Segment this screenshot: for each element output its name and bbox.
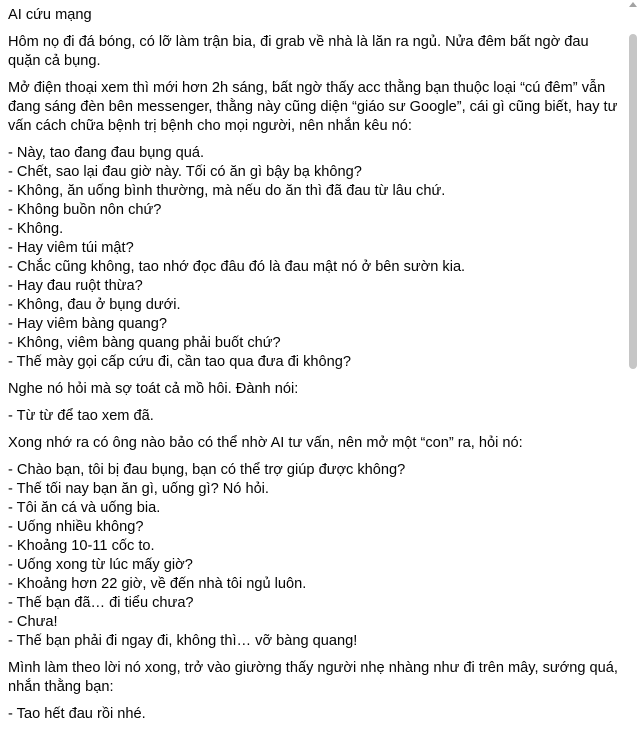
dialogue-list [8,461,622,651]
dialogue-line: - Không, ăn uống bình thường, mà nếu do ăn thì đã đau từ lâu chứ. [8,183,446,199]
paragraph: Xong nhớ ra có ông nào bảo có thể nhờ AI tư vấn, nên mở một “con” ra, hỏi nó: [8,435,523,451]
dialogue-line: - Chết, sao lại đau giờ này. Tối có ăn gì bậy bạ không? [8,164,362,180]
dialogue-line: - Khoảng hơn 22 giờ, về đến nhà tôi ngủ luôn. [8,576,307,592]
dialogue-line: - Tao hết đau rồi nhé. [8,706,146,722]
dialogue-line: - Từ từ để tao xem đã. [8,408,154,424]
dialogue-line: - Chào bạn, tôi bị đau bụng, bạn có thể trợ giúp được không? [8,462,406,478]
dialogue-line: - Thế tối nay bạn ăn gì, uống gì? Nó hỏi. [8,481,269,497]
vertical-scrollbar[interactable] [626,0,640,691]
dialogue-line: - Tôi ăn cá và uống bia. [8,500,161,516]
paragraph: Nghe nó hỏi mà sợ toát cả mồ hôi. Đành nói: [8,381,299,397]
dialogue-line: - Thế bạn đã… đi tiểu chưa? [8,595,194,611]
dialogue-line: - Hay đau ruột thừa? [8,278,143,294]
dialogue-line: - Hay viêm túi mật? [8,240,134,256]
dialogue-line: - Thế bạn phải đi ngay đi, không thì… vỡ bàng quang! [8,633,358,649]
dialogue-line: - Không, đau ở bụng dưới. [8,297,181,313]
dialogue-line: - Này, tao đang đau bụng quá. [8,145,205,161]
paragraph: Mở điện thoại xem thì mới hơn 2h sáng, bất ngờ thấy acc thằng bạn thuộc loại “cú đêm” vẫn đang sáng đèn bên messenger, thằng này cũng diện “giáo sư Google”, cái gì cũng biết, hay tư vấn cách chữa bệnh trị bệnh cho mọi người, nên nhắn kêu nó: [8,80,618,134]
dialogue-list [8,144,622,372]
dialogue-line: - Hay viêm bàng quang? [8,316,168,332]
dialogue-line: - Khoảng 10-11 cốc to. [8,538,155,554]
dialogue-line: - Không. [8,221,64,237]
paragraph: Hôm nọ đi đá bóng, có lỡ làm trận bia, đi grab về nhà là lăn ra ngủ. Nửa đêm bất ngờ đau quặn cả bụng. [8,34,589,69]
paragraph: Mình làm theo lời nó xong, trở vào giường thấy người nhẹ nhàng như đi trên mây, sướng quá, nhắn thằng bạn: [8,660,618,695]
dialogue-line: - Thế mày gọi cấp cứu đi, cần tao qua đưa đi không? [8,354,351,370]
dialogue-list [8,407,622,426]
dialogue-line: - Chắc cũng không, tao nhớ đọc đâu đó là đau mật nó ở bên sườn kia. [8,259,466,275]
post-content [8,33,622,724]
dialogue-line: - Chưa! [8,614,58,630]
dialogue-line: - Không buồn nôn chứ? [8,202,162,218]
dialogue-line: - Không, viêm bàng quang phải buốt chứ? [8,335,281,351]
scroll-up-arrow-icon[interactable] [629,2,637,7]
scrollbar-thumb[interactable] [629,34,637,369]
post-title: AI cứu mạng [8,7,92,23]
dialogue-line: - Uống nhiều không? [8,519,144,535]
dialogue-list [8,705,622,724]
dialogue-line: - Uống xong từ lúc mấy giờ? [8,557,193,573]
post-body [8,6,622,732]
